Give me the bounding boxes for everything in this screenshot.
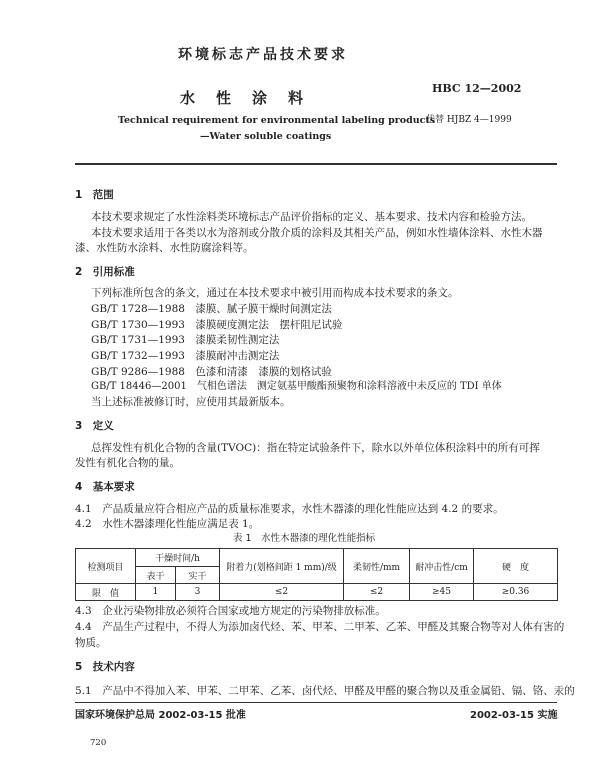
header-surface-dry: 表干 xyxy=(136,567,176,584)
reference-3: GB/T 1731—1993 漆膜柔韧性测定法 xyxy=(91,334,280,346)
footer-divider xyxy=(75,702,557,703)
header-hardness: 硬 度 xyxy=(474,549,558,584)
section-1-title: 1 范围 xyxy=(75,189,114,201)
header-test-item: 检测项目 xyxy=(76,549,136,584)
category-title: 环境标志产品技术要求 xyxy=(178,47,348,63)
replaces-note: 代替 HJBZ 4—1999 xyxy=(426,115,512,125)
header-dry-time: 干燥时间/h xyxy=(136,549,220,567)
section-3-title: 3 定义 xyxy=(75,420,114,432)
reference-5: GB/T 9286—1988 色漆和清漆 漆膜的划格试验 xyxy=(91,366,332,378)
clause-4-4a: 4.4 产品生产过程中，不得人为添加卤代烃、苯、甲苯、二甲苯、乙苯、甲醛及其聚合物等对人体有害的 xyxy=(75,621,565,633)
clause-4-1: 4.1 产品质量应符合相应产品的质量标准要求，水性木器漆的理化性能应达到 4.2 的要求。 xyxy=(75,503,504,515)
effective-date: 2002-03-15 实施 xyxy=(470,710,558,721)
clause-5-1: 5.1 产品中不得加入苯、甲苯、二甲苯、乙苯、卤代烃、甲醛及甲醛的聚合物以及重金属铅、镉、铬、汞的 xyxy=(75,685,575,697)
section-2-outro: 当上述标准被修订时，应使用其最新版本。 xyxy=(91,396,291,408)
section-2-intro: 下列标准所包含的条文，通过在本技术要求中被引用而构成本技术要求的条文。 xyxy=(91,287,459,299)
clause-4-3: 4.3 企业污染物排放必须符合国家或地方规定的污染物排放标准。 xyxy=(75,605,386,617)
reference-1: GB/T 1728—1988 漆膜、腻子膜干燥时间测定法 xyxy=(91,303,332,315)
section-1-para-2b: 漆、水性防水涂料、水性防腐涂料等。 xyxy=(75,242,254,254)
section-5-title: 5 技术内容 xyxy=(75,661,135,673)
row-label: 限 值 xyxy=(76,584,136,601)
table-row xyxy=(76,584,558,601)
section-2-title: 2 引用标准 xyxy=(75,266,135,278)
reference-2: GB/T 1730—1993 漆膜硬度测定法 摆杆阻尼试验 xyxy=(91,319,343,331)
value-impact: ≥45 xyxy=(410,584,474,601)
product-title: 水 性 涂 料 xyxy=(180,89,307,107)
value-hardness: ≥0.36 xyxy=(474,584,558,601)
clause-4-4b: 物质。 xyxy=(75,637,107,649)
section-3-para-b: 发性有机化合物的量。 xyxy=(75,457,180,469)
header-hard-dry: 实干 xyxy=(176,567,220,584)
clause-4-2: 4.2 水性木器漆理化性能应满足表 1。 xyxy=(75,518,260,530)
section-4-title: 4 基本要求 xyxy=(75,481,135,493)
issuer-note: 国家环境保护总局 2002-03-15 批准 xyxy=(75,710,246,721)
section-1-para-2a: 本技术要求适用于各类以水为溶剂或分散介质的涂料及其相关产品，例如水性墙体涂料、水性木器 xyxy=(91,227,543,239)
section-3-para-a: 总挥发性有机化合物的含量(TVOC)：指在特定试验条件下，除水以外单位体积涂料中的所有可挥 xyxy=(91,442,540,454)
header-flexibility: 柔韧性/mm xyxy=(344,549,410,584)
header-adhesion: 附着力(划格间距 1 mm)/级 xyxy=(220,549,344,584)
english-title-line2: —Water soluble coatings xyxy=(200,131,332,142)
section-1-para-1: 本技术要求规定了水性涂料类环境标志产品评价指标的定义、基本要求、技术内容和检验方法。 xyxy=(91,211,532,223)
header-impact: 耐冲击性/cm xyxy=(410,549,474,584)
reference-6: GB/T 18446—2001 气相色谱法 测定氨基甲酸酯预聚物和涂料溶液中未反应的 TDI 单体 xyxy=(91,381,502,392)
physical-performance-table xyxy=(75,548,558,601)
english-title-line1: Technical requirement for environmental labeling products xyxy=(118,115,436,126)
standard-code: HBC 12—2002 xyxy=(432,82,522,95)
value-adhesion: ≤2 xyxy=(220,584,344,601)
value-surface-dry: 1 xyxy=(136,584,176,601)
table-caption: 表 1 水性木器漆的理化性能指标 xyxy=(233,533,376,544)
value-flexibility: ≤2 xyxy=(344,584,410,601)
value-hard-dry: 3 xyxy=(176,584,220,601)
header-divider xyxy=(75,163,557,165)
page-number: 720 xyxy=(90,738,107,748)
reference-4: GB/T 1732—1993 漆膜耐冲击测定法 xyxy=(91,350,280,362)
